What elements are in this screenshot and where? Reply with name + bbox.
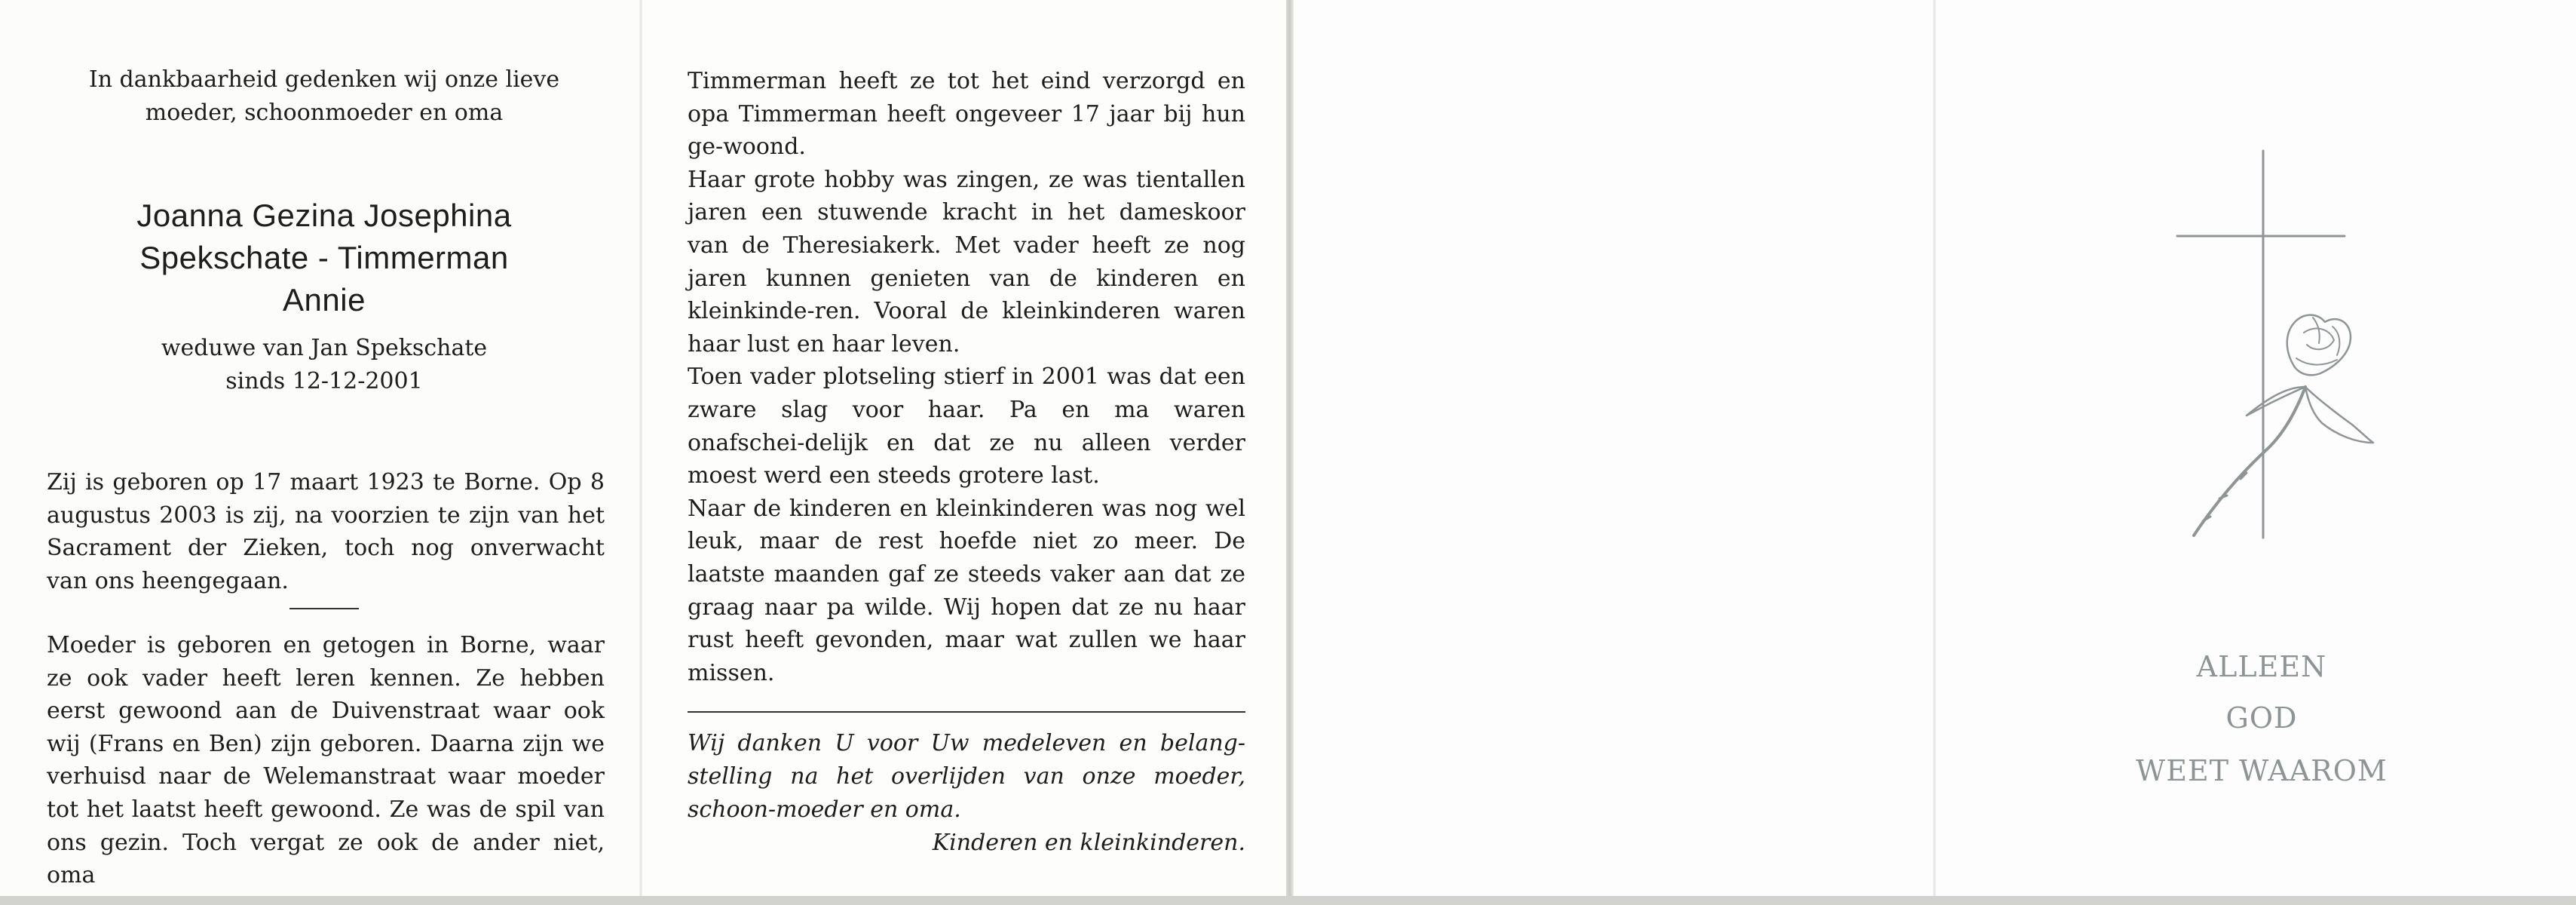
intro-text — [45, 63, 603, 130]
divider — [289, 608, 359, 609]
rose-stem — [2194, 387, 2305, 535]
divider — [688, 711, 1245, 713]
motto-line: ALLEEN — [2196, 650, 2327, 683]
name-line: Spekschate - Timmerman — [139, 240, 509, 275]
intro-line: moeder, schoonmoeder en oma — [145, 100, 504, 126]
widow-note — [45, 332, 603, 398]
continued-text — [688, 65, 1245, 689]
text-paragraph: Toen vader plotseling stierf in 2001 was dat een zware slag voor haar. Pa en ma waren onafschei-delijk en dat ze nu alleen verder moest werd een steeds grotere last. — [688, 364, 1245, 489]
name-line: Annie — [283, 282, 366, 318]
page-fold — [639, 0, 642, 905]
cross-with-rose-icon — [2171, 147, 2397, 554]
back-cover — [1294, 0, 1934, 905]
birth-death-paragraph: Zij is geboren op 17 maart 1923 te Borne. Op 8 augustus 2003 is zij, na voorzien te zijn van het Sacrament der Zieken, toch nog onverwacht van ons heengegaan. — [47, 469, 605, 594]
motto-line: GOD — [2225, 701, 2298, 735]
scan-edge — [0, 896, 2576, 905]
text-paragraph: Timmerman heeft ze tot het eind verzorgd en opa Timmerman heeft ongeveer 17 jaar bij hun ge-woond. — [688, 68, 1245, 161]
intro-line: In dankbaarheid gedenken wij onze lieve — [88, 66, 560, 93]
page-fold — [1933, 0, 1936, 905]
motto-line: WEET WAAROM — [2136, 754, 2388, 787]
card-gutter — [1286, 0, 1294, 905]
text-paragraph: Naar de kinderen en kleinkinderen was nog wel leuk, maar de rest hoefde niet zo meer. De laatste maanden gaf ze steeds vaker aan dat ze graag naar pa wilde. Wij hopen dat ze nu haar rust heeft gevonden, maar wat zullen we haar missen. — [688, 495, 1245, 686]
widow-line: sinds 12-12-2001 — [225, 368, 423, 394]
signoff: Kinderen en kleinkinderen. — [932, 830, 1245, 856]
deceased-name — [45, 195, 603, 321]
rose-leaf — [2305, 387, 2373, 443]
thanks-text: Wij danken U voor Uw medeleven en belang-stelling na het overlijden van onze moeder, schoon-moeder en oma. — [688, 730, 1245, 823]
widow-line: weduwe van Jan Spekschate — [161, 335, 488, 361]
text-paragraph: Haar grote hobby was zingen, ze was tientallen jaren een stuwende kracht in het dameskoor van de Theresiakerk. Met vader heeft ze nog jaren kunnen genieten van de kinderen en kleinkinde-ren. Vooral de kleinkinderen waren haar lust en haar leven. — [688, 166, 1245, 357]
name-line: Joanna Gezina Josephina — [136, 198, 512, 233]
rose-bloom — [2287, 315, 2351, 376]
life-paragraph: Moeder is geboren en getogen in Borne, waar ze ook vader heeft leren kennen. Ze hebben eerst gewoond aan de Duivenstraat waar ook wij (Frans en Ben) zijn geboren. Daarna zijn we verhuisd naar de Welemanstraat waar moeder tot het laatst heeft gewoond. Ze was de spil van ons gezin. Toch vergat ze ook de ander niet, oma — [47, 632, 605, 889]
